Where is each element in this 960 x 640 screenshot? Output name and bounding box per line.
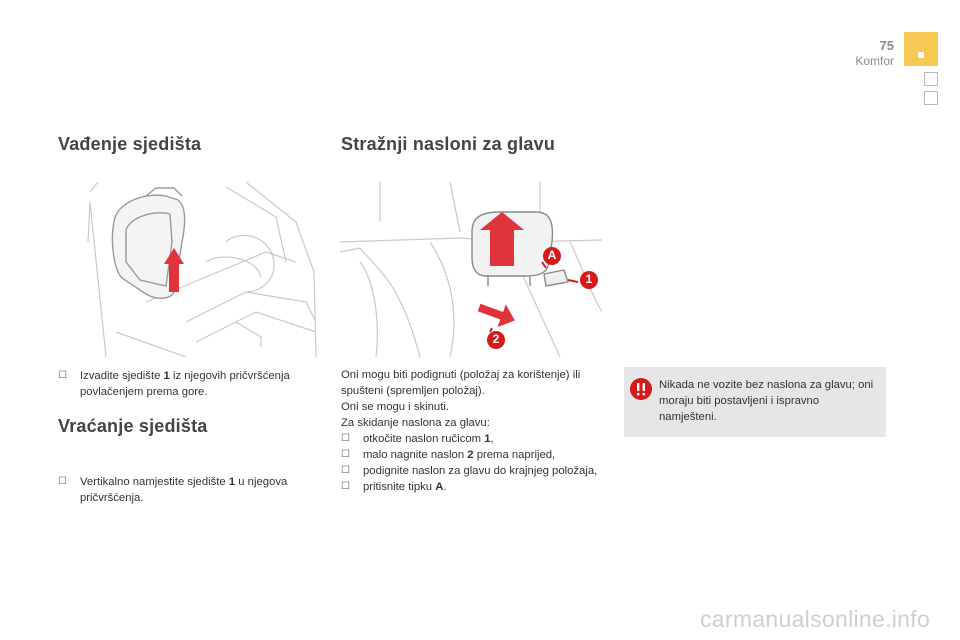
step-ref: 1 xyxy=(484,433,491,445)
exclamation-icon xyxy=(630,378,652,400)
step-text: iz njegovih pričvršćenja povlačenjem prema gore. xyxy=(80,370,290,398)
callout-a-label: A xyxy=(547,248,557,262)
step-return-seat xyxy=(58,474,340,506)
warning-text: Nikada ne vozite bez naslona za glavu; oni moraju biti postavljeni i ispravno namješteni. xyxy=(659,379,874,423)
step-text: malo nagnite naslon xyxy=(363,449,468,461)
bullet-icon: ☐ xyxy=(341,449,350,460)
step-text: , xyxy=(490,433,494,445)
step-text: Vertikalno namjestite sjedište xyxy=(80,476,229,488)
step-text: pritisnite tipku xyxy=(363,481,436,493)
step-text: Izvadite sjedište xyxy=(80,370,164,382)
paragraph: Oni se mogu i skinuti. xyxy=(341,401,449,413)
section-name: Komfor xyxy=(855,54,894,68)
bullet-icon: ☐ xyxy=(341,433,350,444)
step-remove-seat xyxy=(58,368,340,400)
step-item xyxy=(341,431,603,447)
step-item xyxy=(341,479,603,495)
chapter-tab xyxy=(924,91,938,105)
paragraph: Za skidanje naslona za glavu: xyxy=(341,417,490,429)
step-text: otkočite naslon ručicom xyxy=(363,433,485,445)
heading-seat-removal: Vađenje sjedišta xyxy=(58,134,202,154)
step-text: u njegova pričvršćenja. xyxy=(80,476,288,504)
step-ref: 1 xyxy=(228,476,236,488)
step-ref: A xyxy=(435,481,444,493)
watermark: carmanualsonline.info xyxy=(700,606,931,632)
callout-1-label: 1 xyxy=(585,272,593,286)
step-text: podignite naslon za glavu do krajnjeg položaja, xyxy=(363,465,598,477)
page-number: 75 xyxy=(879,38,894,53)
step-item xyxy=(341,463,603,479)
chapter-tab-marker xyxy=(918,52,924,58)
step-ref: 2 xyxy=(467,449,474,461)
paragraph: Oni mogu biti podignuti (položaj za korištenje) ili spušteni (spremljen položaj). xyxy=(341,369,581,397)
chapter-tab xyxy=(924,72,938,86)
step-text: . xyxy=(443,481,447,493)
step-text: prema naprijed, xyxy=(473,449,556,461)
callout-2-label: 2 xyxy=(492,332,500,346)
headrest-instructions xyxy=(341,367,603,495)
heading-rear-headrests: Stražnji nasloni za glavu xyxy=(341,134,556,154)
seat-removal-illustration xyxy=(86,182,318,357)
bullet-icon: ☐ xyxy=(58,476,67,487)
headrest-illustration xyxy=(340,182,602,357)
bullet-icon: ☐ xyxy=(58,370,67,381)
step-ref: 1 xyxy=(163,370,170,382)
chapter-tab-active xyxy=(904,32,938,66)
step-item xyxy=(341,447,603,463)
heading-seat-return: Vraćanje sjedišta xyxy=(58,416,208,436)
bullet-icon: ☐ xyxy=(341,465,350,476)
bullet-icon: ☐ xyxy=(341,481,350,492)
